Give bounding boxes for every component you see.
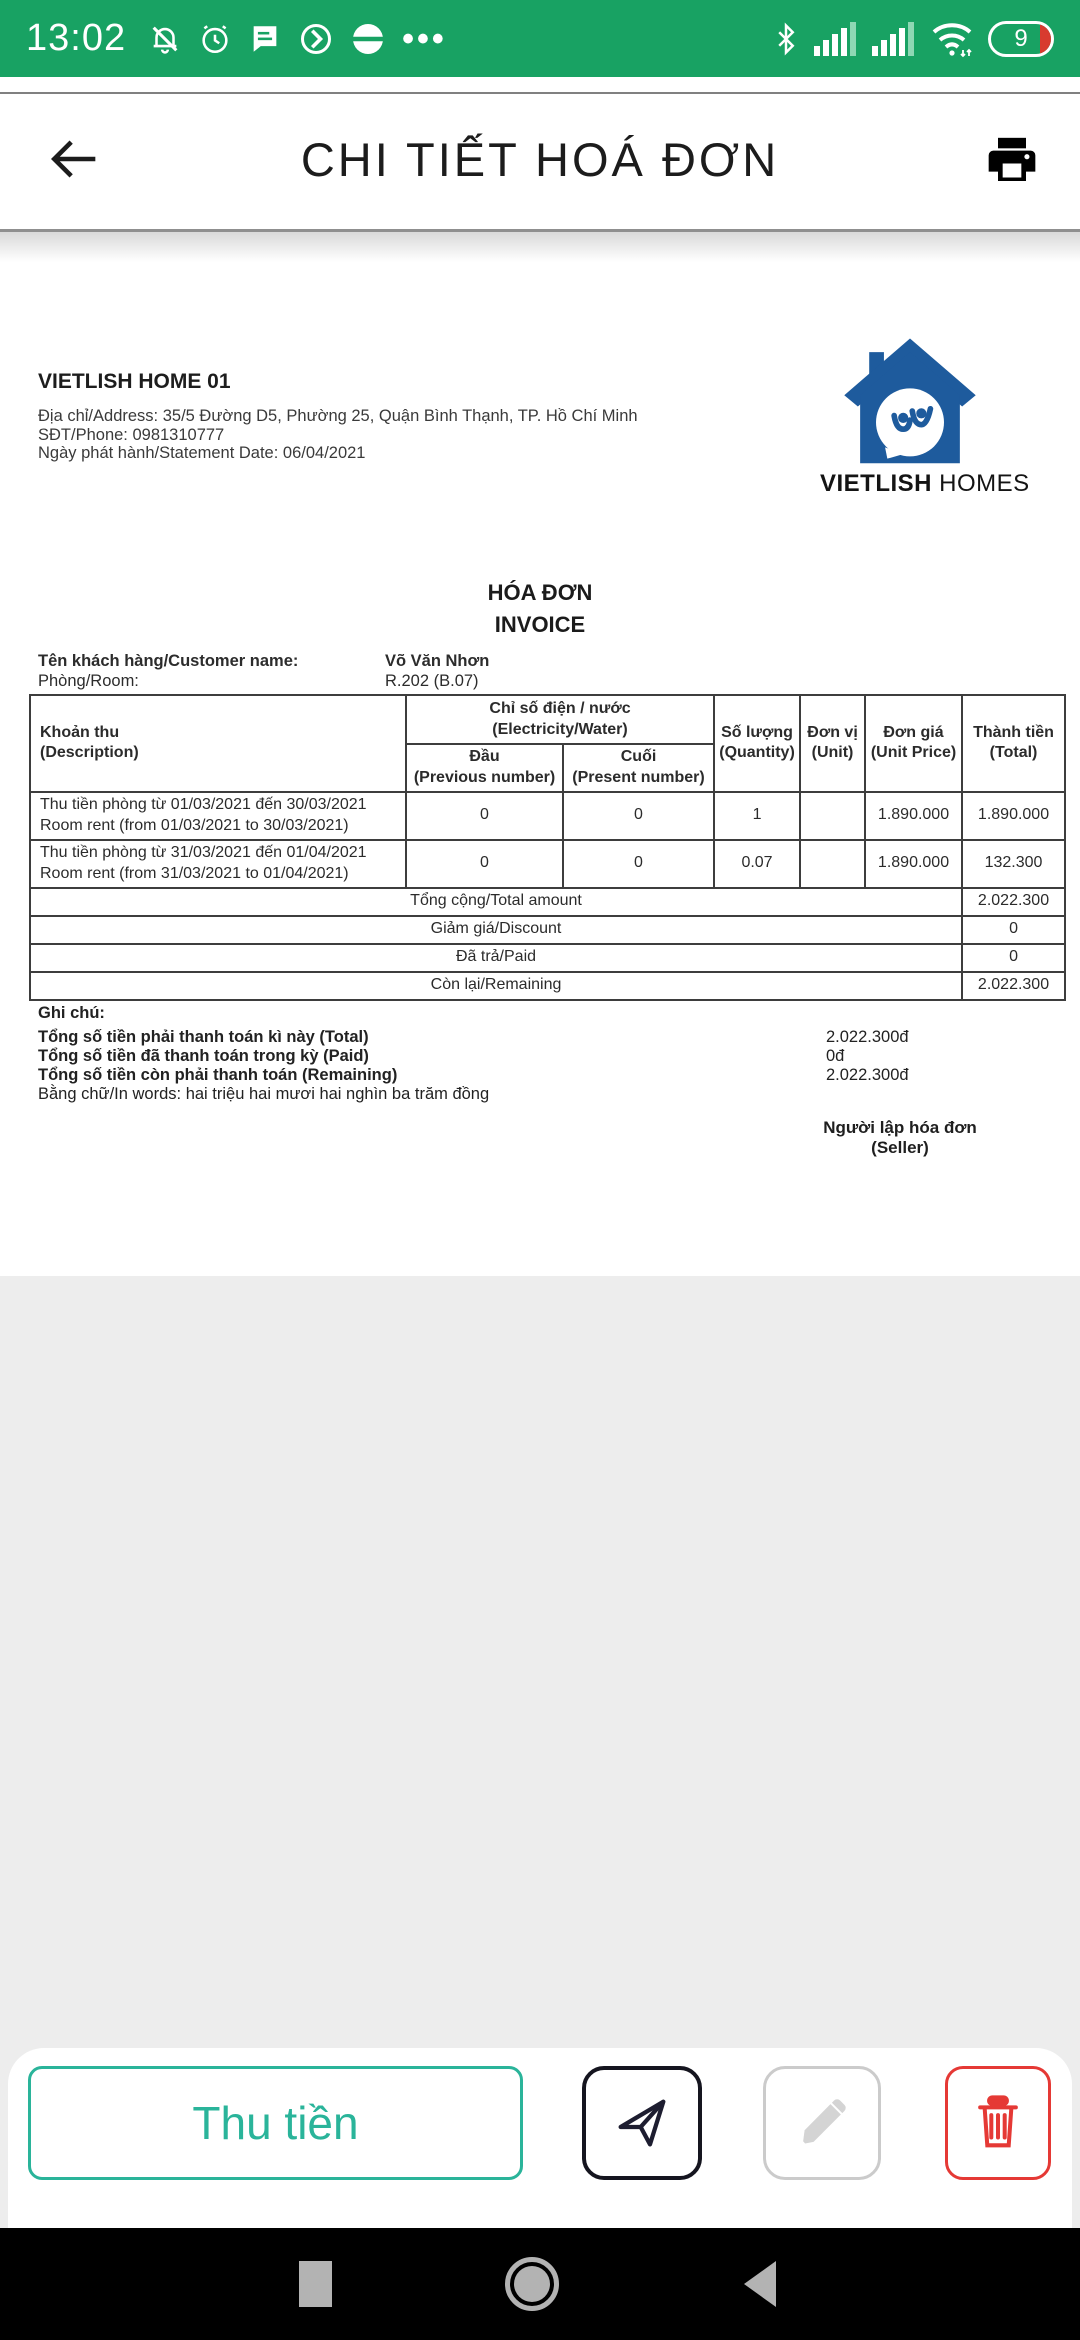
pencil-icon bbox=[793, 2094, 851, 2152]
invoice-title-vi: HÓA ĐƠN bbox=[487, 580, 593, 605]
statusbar-divider bbox=[0, 92, 1080, 94]
col-description: Khoản thu (Description) bbox=[30, 695, 406, 792]
battery-icon bbox=[988, 21, 1054, 57]
toolbar-shadow bbox=[0, 232, 1080, 262]
recents-square-icon[interactable] bbox=[299, 2261, 332, 2307]
trash-icon bbox=[971, 2094, 1025, 2152]
print-button[interactable] bbox=[972, 120, 1052, 200]
signal-bars-2-icon bbox=[872, 22, 916, 56]
col-meter-group: Chỉ số điện / nước (Electricity/Water) bbox=[406, 695, 714, 744]
collect-money-button[interactable] bbox=[28, 2066, 523, 2180]
note-total-label: Tổng số tiền phải thanh toán kì này (Total) bbox=[38, 1028, 369, 1046]
company-address: Địa chỉ/Address: 35/5 Đường D5, Phường 25, Quận Bình Thạnh, TP. Hồ Chí Minh bbox=[38, 407, 638, 425]
logo-wordmark-bold: VIETLISH bbox=[820, 470, 933, 497]
col-unit: Đơn vị (Unit) bbox=[800, 695, 865, 792]
seller-line-en: (Seller) bbox=[871, 1138, 929, 1157]
invoice-title-en: INVOICE bbox=[494, 612, 586, 637]
home-circle-icon[interactable] bbox=[505, 2257, 559, 2311]
home-circle-inner bbox=[514, 2266, 550, 2302]
android-nav-bar bbox=[0, 2228, 1080, 2340]
company-name: VIETLISH HOME 01 bbox=[38, 370, 231, 393]
customer-name-label: Tên khách hàng/Customer name: bbox=[38, 652, 299, 670]
send-invoice-button[interactable] bbox=[582, 2066, 702, 2180]
col-previous-number: Đầu (Previous number) bbox=[406, 744, 563, 792]
logo-wordmark-regular: HOMES bbox=[932, 470, 1030, 497]
note-total-value: 2.022.300đ bbox=[826, 1028, 909, 1046]
printer-icon bbox=[984, 132, 1040, 188]
clock-text: 13:02 bbox=[26, 17, 127, 59]
status-bar bbox=[0, 0, 1080, 77]
alarm-clock-icon bbox=[198, 22, 232, 56]
vietlish-homes-logo bbox=[842, 336, 978, 473]
logo-wordmark bbox=[820, 470, 1030, 498]
summary-row-discount: Giảm giá/Discount 0 bbox=[30, 916, 1065, 944]
chat-icon bbox=[248, 22, 282, 56]
amount-in-words: Bằng chữ/In words: hai triệu hai mươi hai nghìn ba trăm đồng bbox=[38, 1085, 490, 1103]
table-row: Thu tiền phòng từ 31/03/2021 đến 01/04/2021 Room rent (from 31/03/2021 to 01/04/2021) 0 0 0.07 1.890.000 132.300 bbox=[30, 840, 1065, 888]
edit-invoice-button[interactable] bbox=[763, 2066, 881, 2180]
delete-invoice-button[interactable] bbox=[945, 2066, 1051, 2180]
note-remaining-value: 2.022.300đ bbox=[826, 1066, 909, 1084]
paper-plane-icon bbox=[610, 2091, 674, 2155]
collect-money-label: Thu tiền bbox=[192, 2097, 359, 2149]
wifi-icon bbox=[930, 20, 974, 58]
seller-line-vi: Người lập hóa đơn bbox=[823, 1118, 977, 1137]
play-circle-icon bbox=[298, 21, 334, 57]
col-quantity: Số lượng (Quantity) bbox=[714, 695, 800, 792]
back-triangle-icon[interactable] bbox=[744, 2261, 776, 2307]
ellipsis-icon: ••• bbox=[402, 19, 447, 58]
customer-name-value: Võ Văn Nhơn bbox=[385, 652, 490, 670]
col-present-number: Cuối (Present number) bbox=[563, 744, 714, 792]
note-paid-label: Tổng số tiền đã thanh toán trong kỳ (Paid) bbox=[38, 1047, 369, 1065]
room-value: R.202 (B.07) bbox=[385, 672, 479, 690]
notes-heading: Ghi chú: bbox=[38, 1004, 105, 1022]
bluetooth-icon bbox=[772, 21, 800, 57]
note-paid-value: 0đ bbox=[826, 1047, 845, 1065]
col-unit-price: Đơn giá (Unit Price) bbox=[865, 695, 962, 792]
seller-signature-block bbox=[750, 1118, 1050, 1158]
note-remaining-label: Tổng số tiền còn phải thanh toán (Remaining) bbox=[38, 1066, 398, 1084]
battery-low-segment bbox=[1040, 24, 1051, 54]
col-total: Thành tiền (Total) bbox=[962, 695, 1065, 792]
summary-row-paid: Đã trả/Paid 0 bbox=[30, 944, 1065, 972]
bell-muted-icon bbox=[148, 22, 182, 56]
signal-bars-icon bbox=[814, 22, 858, 56]
room-label: Phòng/Room: bbox=[38, 672, 139, 690]
summary-row-total: Tổng cộng/Total amount 2.022.300 bbox=[30, 888, 1065, 916]
table-row: Thu tiền phòng từ 01/03/2021 đến 30/03/2021 Room rent (from 01/03/2021 to 30/03/2021) 0 0 1 1.890.000 1.890.000 bbox=[30, 792, 1065, 840]
dnd-circle-icon bbox=[350, 21, 386, 57]
page-title: CHI TIẾT HOÁ ĐƠN bbox=[300, 133, 780, 186]
statement-date: Ngày phát hành/Statement Date: 06/04/2021 bbox=[38, 444, 366, 462]
company-phone: SĐT/Phone: 0981310777 bbox=[38, 426, 225, 444]
summary-row-remaining: Còn lại/Remaining 2.022.300 bbox=[30, 972, 1065, 1000]
invoice-table bbox=[29, 694, 1066, 1001]
battery-level: 9 bbox=[1014, 24, 1028, 52]
action-bar bbox=[8, 2048, 1072, 2230]
